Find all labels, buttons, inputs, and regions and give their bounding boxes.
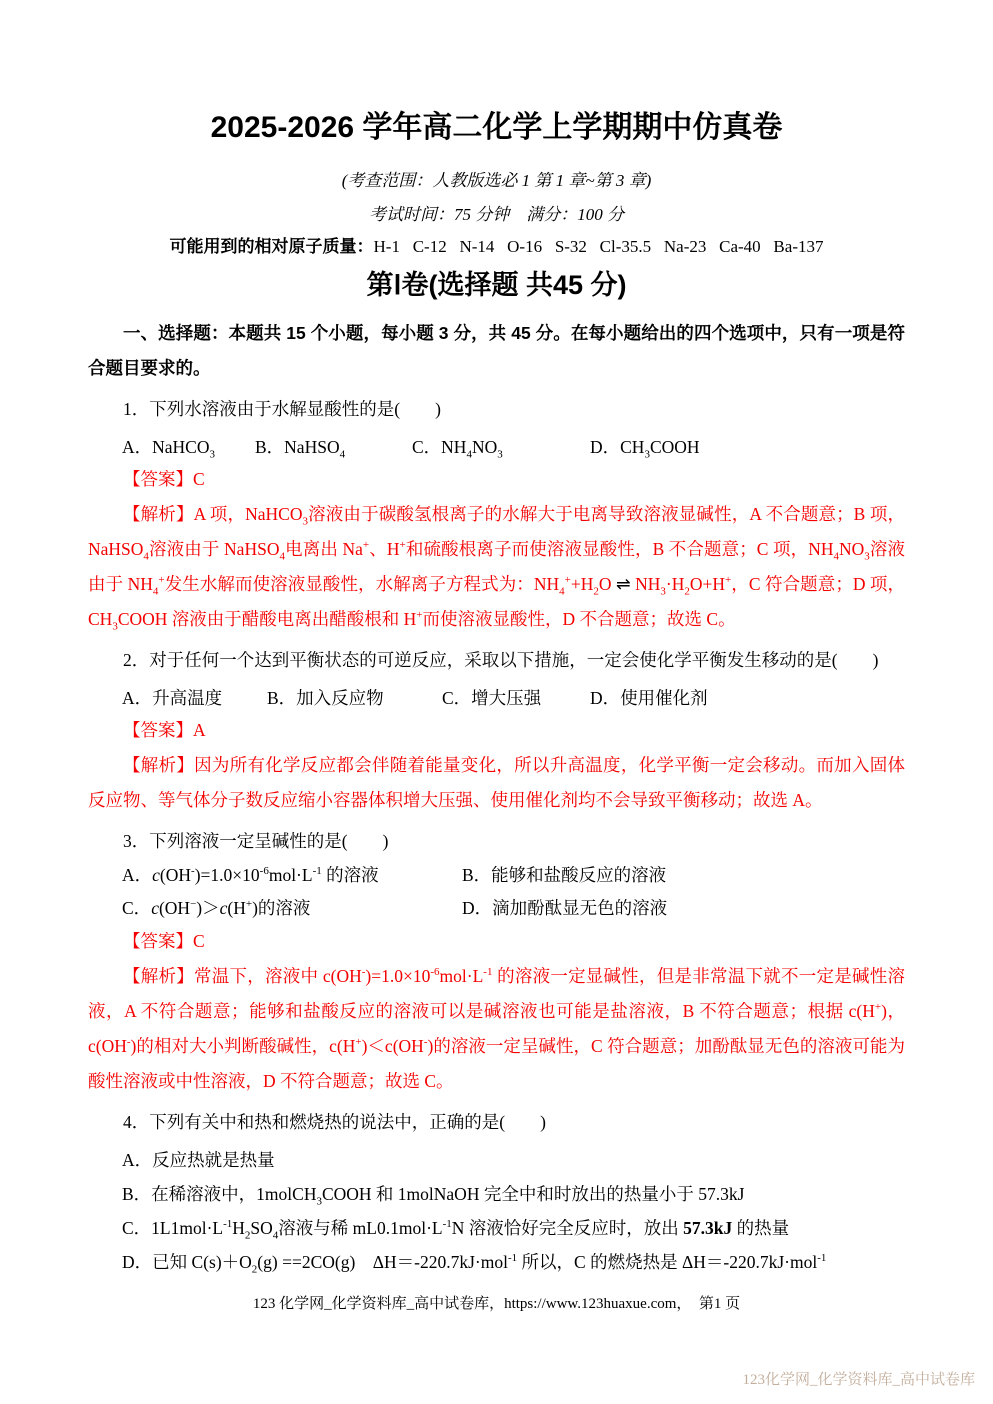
question-4-options (122, 1143, 905, 1279)
question-1 (88, 396, 905, 637)
question-2-analysis-line (88, 748, 905, 818)
page-title: 2025-2026 学年高二化学上学期期中仿真卷 (210, 111, 783, 144)
question-1-answer-line (88, 467, 905, 491)
question-1-option-b: B．NaHSO$_4$ (255, 437, 346, 461)
question-2-option-c: C．增大压强 (442, 688, 542, 708)
question-2-answer-line (88, 718, 905, 742)
question-1-options (122, 434, 905, 460)
question-2-options (122, 685, 905, 711)
question-3-analysis-line (88, 959, 905, 1099)
section-title: 第Ⅰ卷(选择题 共45 分) (366, 270, 627, 300)
question-2 (88, 647, 905, 818)
question-3-options (122, 862, 905, 922)
question-2-option-a: A．升高温度 (122, 688, 223, 708)
question-2-answer: A (193, 720, 206, 740)
page-footer: 123 化学网_化学资料库_高中试卷库，https://www.123huaxue.com， 第1 页 (252, 1296, 741, 1312)
exam-time-and-score: 考试时间：75 分钟 满分：100 分 (369, 205, 624, 224)
question-1-stem: 1．下列水溶液由于水解显酸性的是( ) (123, 399, 441, 419)
analysis-label: 【解析】 (123, 504, 194, 524)
question-3-analysis: 常温下，溶液中 $c(OH^-)=1.0\times 10^{-6}mol\cdot L^{-1}$ 的溶液一定显碱性，但是非常温下就不一定是碱性溶液，A 不符合题意；能够和盐酸反应的溶液可以是碱溶液也可能是盐溶液，B 不符合题意；根据 c(H+)，c(OH-)的相对大小判断酸碱性，c(H+)＜c(OH-)的溶液一定呈碱性，C 符合题意；加酚酞显无色的溶液可能为酸性溶液或中性溶液，D 不符合题意；故选 C。 (88, 966, 906, 1091)
question-1-answer: C (193, 469, 205, 489)
question-3-option-c: C．c(OH−)＞c(H+)的溶液 (122, 898, 311, 918)
watermark: 123化学网_化学资料库_高中试卷库 (742, 1372, 975, 1388)
atomic-masses-label: 可能用到的相对原子质量： (169, 237, 374, 256)
atomic-masses-line (88, 236, 905, 258)
question-1-option-a: A．NaHCO$_3$ (122, 437, 215, 461)
question-4-option-b: B．在稀溶液中，1molCH$_3$COOH 和 1molNaOH 完全中和时放出的热量小于 57.3kJ (122, 1184, 745, 1208)
analysis-label: 【解析】 (123, 966, 194, 986)
question-4-option-c: C．$1L1mol\cdot L^{-1}H_2SO_4$溶液与稀 $mL0.1mol\cdot L^{-1}N$ 溶液恰好完全反应时，放出 57.3kJ 的热量 (122, 1218, 790, 1242)
question-3-answer-line (88, 929, 905, 953)
question-3-option-b: B．能够和盐酸反应的溶液 (462, 865, 667, 885)
question-4-option-a: A．反应热就是热量 (122, 1150, 275, 1170)
atomic-masses-values: H-1 C-12 N-14 O-16 S-32 Cl-35.5 Na-23 Ca-40 Ba-137 (373, 237, 824, 256)
question-3 (88, 828, 905, 1099)
question-2-stem: 2．对于任何一个达到平衡状态的可逆反应，采取以下措施，一定会使化学平衡发生移动的是( ) (123, 650, 879, 670)
question-2-option-d: D．使用催化剂 (590, 688, 708, 708)
question-2-option-b: B．加入反应物 (267, 688, 384, 708)
question-4 (88, 1109, 905, 1279)
question-2-analysis: 因为所有化学反应都会伴随着能量变化，所以升高温度，化学平衡一定会移动。而加入固体反应物、等气体分子数反应缩小容器体积增大压强、使用催化剂均不会导致平衡移动；故选 A。 (88, 755, 906, 810)
question-3-option-a: A．$c(OH^-)=1.0\times 10^{-6}mol\cdot L^{-1}$ 的溶液 (122, 865, 379, 885)
section-instructions: 一、选择题：本题共 15 个小题，每小题 3 分，共 45 分。在每小题给出的四个选项中，只有一项是符合题目要求的。 (88, 323, 905, 378)
question-4-option-d: D．已知 $C(s)+O_2(g) ==2CO(g)$ ΔH＝-220.7kJ·mol$^{-1}$ 所以，C 的燃烧热是 ΔH＝-220.7kJ·mol$^{-1}$ (122, 1252, 827, 1276)
question-1-option-d: D．$CH_3COOH$ (590, 437, 700, 461)
answer-label: 【答案】 (123, 720, 193, 740)
answer-label: 【答案】 (123, 469, 193, 489)
exam-scope: (考查范围：人教版选必 1 第 1 章~第 3 章) (341, 171, 652, 190)
analysis-label: 【解析】 (123, 755, 195, 775)
answer-label: 【答案】 (123, 931, 193, 951)
question-3-option-d: D．滴加酚酞显无色的溶液 (462, 898, 668, 918)
question-3-stem: 3．下列溶液一定呈碱性的是( ) (123, 831, 389, 851)
question-3-answer: C (193, 931, 205, 951)
question-4-stem: 4．下列有关中和热和燃烧热的说法中，正确的是( ) (123, 1112, 546, 1132)
question-1-analysis: A 项，NaHCO$_3$溶液由于碳酸氢根离子的水解大于电离导致溶液显碱性，A 不合题意；B 项，NaHSO$_4$溶液由于 NaHSO$_4$电离出 Na+、H+和硫酸根离子而使溶液显酸性，B 不合题意；C 项，$NH_4NO_3$溶液由于 $NH_4^+$发生水解而使溶液显酸性，水解离子方程式为：$NH_4^++H_2O$ ⇌ $NH_3\cdot H_2O+H^+$，C 符合题意；D 项，$CH_3COOH$ 溶液由于醋酸电离出醋酸根和 H+而使溶液显酸性，D 不合题意；故选 C。 (88, 504, 906, 633)
question-1-option-c: C．$NH_4NO_3$ (412, 437, 503, 461)
question-1-analysis-line (88, 497, 905, 637)
